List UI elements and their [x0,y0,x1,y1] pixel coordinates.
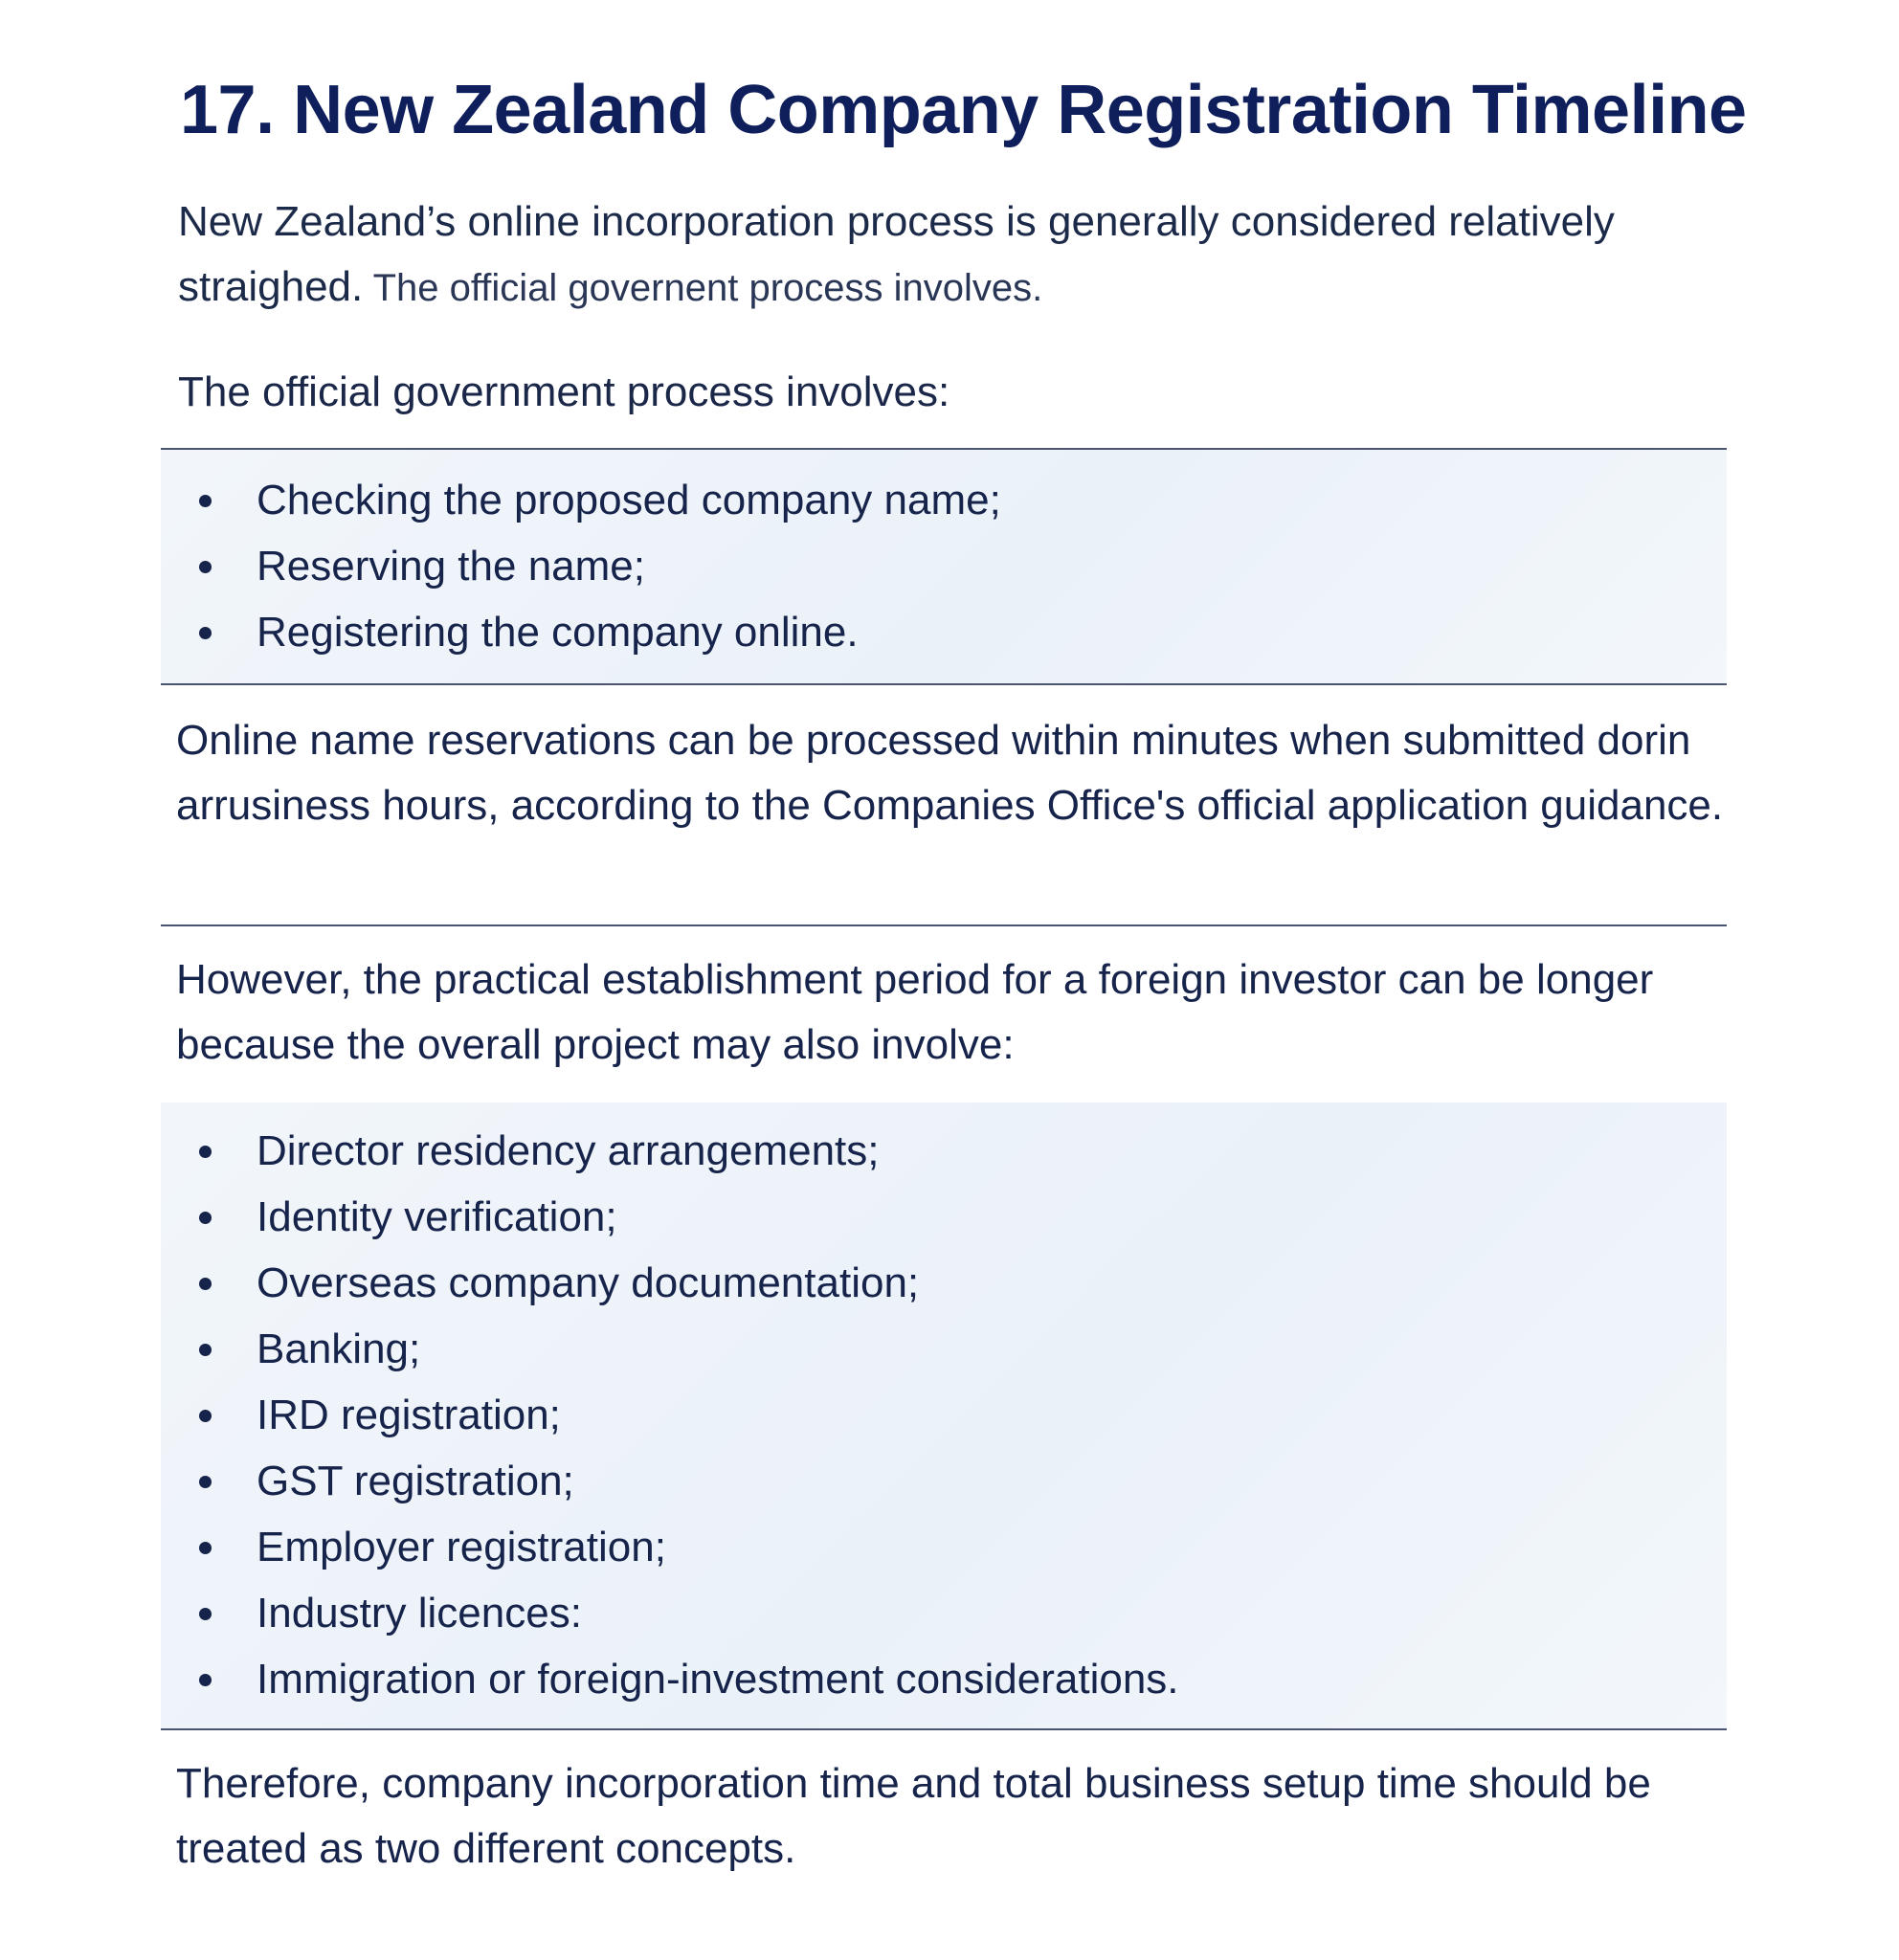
bullet-icon [199,1344,212,1356]
list-item [161,1316,1727,1382]
bullet-icon [199,1608,212,1620]
list-item-text: Overseas company documentation; [257,1259,920,1306]
intro-tail-text: The official governent process involves. [363,267,1043,309]
list-item [161,1646,1727,1712]
bullet-icon [199,495,212,507]
list-item-text: Industry licences: [257,1590,582,1637]
list-item-text: Identity verification; [257,1193,617,1240]
list-item [161,1448,1727,1514]
list-item-text: GST registration; [257,1458,574,1504]
list-item-text: Registering the company online. [257,609,859,656]
extra-items-list [161,1118,1727,1712]
intro-paragraph [178,189,1748,321]
list-item [161,599,1727,665]
list-item-text: Employer registration; [257,1524,666,1570]
bullet-icon [199,1542,212,1554]
bullet-icon [199,1674,212,1686]
bullet-icon [199,1146,212,1158]
list-item [161,1118,1727,1184]
list-item-text: Immigration or foreign-investment considerations. [257,1656,1179,1703]
list-item [161,1184,1727,1250]
process-steps-list [161,467,1727,665]
list-item-text: Checking the proposed company name; [257,477,1001,523]
process-steps-panel [161,450,1727,683]
list-item [161,467,1727,533]
divider [161,1728,1727,1730]
list-item [161,1514,1727,1580]
reservation-paragraph: Online name reservations can be processed within minutes when submitted dorin arrusiness hours, according to the Companies Office's official application guidance. [176,717,1724,829]
list-item [161,1382,1727,1448]
page-title: 17. New Zealand Company Registration Timeline [180,72,1747,148]
list-item-text: Reserving the name; [257,543,645,590]
list-item [161,533,1727,599]
however-paragraph: However, the practical establishment period for a foreign investor can be longer because the overall project may also involve: [176,956,1654,1068]
bullet-icon [199,1476,212,1488]
list-item [161,1580,1727,1646]
divider [161,683,1727,685]
bullet-icon [199,561,212,573]
bullet-icon [199,1410,212,1422]
bullet-icon [199,1212,212,1224]
extra-items-panel [161,1102,1727,1728]
bullet-icon [199,1278,212,1290]
conclusion-paragraph: Therefore, company incorporation time and total business setup time should be treated as two different concepts. [176,1760,1651,1872]
process-lead: The official government process involves: [178,368,950,415]
intro-main-text: New Zealand’s online incorporation process is generally considered relatively straighed. [178,198,1615,310]
divider [161,924,1727,926]
list-item-text: Director residency arrangements; [257,1127,880,1174]
list-item-text: Banking; [257,1325,421,1372]
list-item [161,1250,1727,1316]
list-item-text: IRD registration; [257,1392,561,1438]
bullet-icon [199,627,212,639]
